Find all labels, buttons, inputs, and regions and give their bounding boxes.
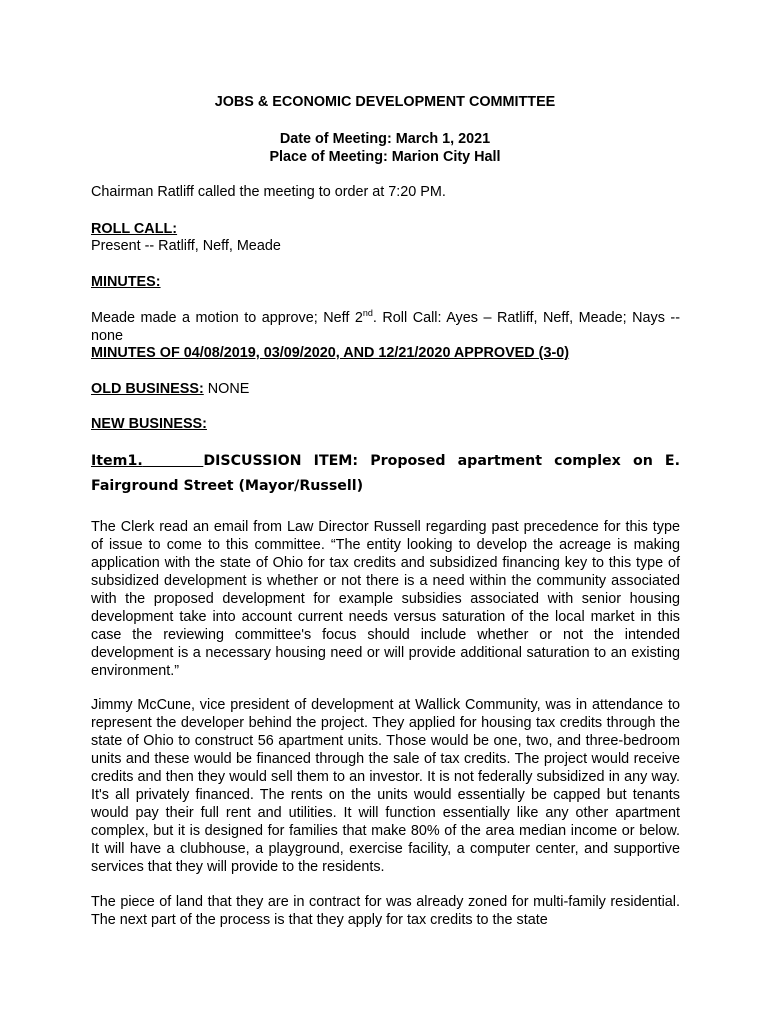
- item1-number: [91, 453, 203, 469]
- item1-number-label: Item1.: [91, 453, 143, 469]
- item1-text: DISCUSSION ITEM: Proposed apartment complex on E. Fairground Street (Mayor/Russell): [91, 453, 680, 494]
- new-business-heading: NEW BUSINESS:: [91, 416, 207, 432]
- minutes-motion-text-end: . Roll Call: Ayes – Ratliff, Neff, Meade; Nays -- none: [91, 310, 681, 344]
- meeting-date: Date of Meeting: March 1, 2021: [279, 131, 491, 147]
- paragraph-mccune: Jimmy McCune, vice president of development at Wallick Community, was in attendance to represent the developer behind the project. They applied for housing tax credits through the state of Ohio to construct 56 apartment units. Those would be one, two, and three-bedroom units and these would be financed through the sale of tax credits. The project would receive credits and then they would sell them to an investor. It is not federally subsidized in any way. It's all privately financed. The rents on the units would essentially be capped but tenants would pay their full rent and utilities. It will function essentially like any other apartment complex, but it is designed for families that make 80% of the area median income or below. It will have a clubhouse, a playground, exercise facility, a computer center, and supportive services that they will provide to the residents.: [91, 697, 680, 875]
- minutes-motion-text: Meade made a motion to approve; Neff 2: [91, 310, 363, 326]
- item1-heading: [91, 449, 680, 499]
- item1-number-gap: [143, 453, 204, 469]
- roll-call-present: Present -- Ratliff, Neff, Meade: [91, 238, 281, 254]
- old-business-heading: OLD BUSINESS:: [91, 381, 204, 397]
- minutes-motion-superscript: nd: [362, 308, 373, 319]
- roll-call-heading: ROLL CALL:: [91, 221, 178, 237]
- minutes-heading: MINUTES:: [91, 274, 161, 290]
- document-title: JOBS & ECONOMIC DEVELOPMENT COMMITTEE: [214, 94, 556, 110]
- call-to-order: Chairman Ratliff called the meeting to order at 7:20 PM.: [91, 184, 446, 200]
- minutes-approved: MINUTES OF 04/08/2019, 03/09/2020, AND 12/21/2020 APPROVED (3-0): [91, 345, 570, 361]
- paragraph-land: The piece of land that they are in contract for was already zoned for multi-family residential. The next part of the process is that they apply for tax credits to the state: [91, 894, 680, 928]
- paragraph-clerk-email: The Clerk read an email from Law Director Russell regarding past precedence for this type of issue to come to this committee. “The entity looking to develop the acreage is making application with the state of Ohio for tax credits and subsidized financing key to this type of subsidized development is whether or not there is a need within the community associated with the proposed development for example subsidies associated with senior housing development take into account current needs versus saturation of the local market in this case the reviewing committee's focus should include whether or not the intended development is a necessary housing need or will provide additional saturation to an existing environment.”: [91, 519, 680, 679]
- old-business-value: NONE: [203, 381, 250, 397]
- meeting-place: Place of Meeting: Marion City Hall: [269, 149, 501, 165]
- minutes-motion: [91, 309, 680, 345]
- old-business: [91, 380, 249, 398]
